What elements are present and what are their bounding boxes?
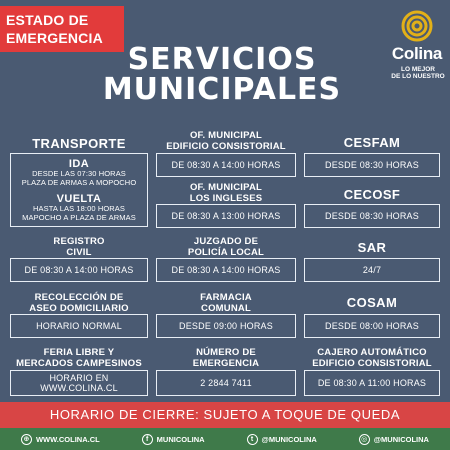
emergencia-phone: 2 2844 7411: [156, 370, 296, 396]
emergency-badge-line1: ESTADO DE: [6, 12, 89, 28]
cecosf-hours: DESDE 08:30 HORAS: [304, 204, 440, 228]
of-ingleses-title-2: LOS INGLESES: [189, 193, 263, 204]
ida-label: IDA: [68, 158, 90, 170]
vuelta-line2: MAPOCHO A PLAZA DE ARMAS: [22, 212, 136, 222]
footer-website[interactable]: [21, 434, 100, 445]
closing-notice: HORARIO DE CIERRE: SUJETO A TOQUE DE QUEDA: [0, 402, 450, 428]
of-consistorial-title-2: EDIFICIO CONSISTORIAL: [166, 141, 286, 152]
juzgado-title-1: JUZGADO DE: [193, 236, 259, 247]
farmacia-hours: DESDE 09:00 HORAS: [156, 314, 296, 338]
vuelta-line1: HASTA LAS 18:00 HORAS: [32, 204, 125, 213]
footer-instagram[interactable]: [359, 434, 429, 445]
of-ingleses-hours: DE 08:30 A 13:00 HORAS: [156, 204, 296, 228]
registro-title-2: CIVIL: [66, 247, 92, 258]
footer-instagram-text: @MUNICOLINA: [373, 434, 429, 444]
globe-icon: ⊕: [21, 434, 32, 445]
recoleccion-title-2: ASEO DOMICILIARIO: [29, 303, 129, 314]
juzgado-hours: DE 08:30 A 14:00 HORAS: [156, 258, 296, 282]
spiral-icon: [400, 10, 434, 42]
footer-facebook-text: MUNICOLINA: [156, 434, 205, 444]
cajero-hours: DE 08:30 A 11:00 HORAS: [304, 370, 440, 396]
recoleccion-title-1: RECOLECCIÓN DE: [34, 292, 124, 303]
recoleccion-title: [10, 292, 148, 314]
cosam-hours: DESDE 08:00 HORAS: [304, 314, 440, 338]
feria-box: [10, 370, 148, 396]
footer-social-bar: [0, 428, 450, 450]
cesfam-hours: DESDE 08:30 HORAS: [304, 153, 440, 177]
logo-tagline-2: DE LO NUESTRO: [391, 73, 445, 80]
logo-tagline: [388, 66, 448, 80]
ida-line1: DESDE LAS 07:30 HORAS: [32, 169, 126, 178]
ida-line2: PLAZA DE ARMAS A MOPOCHO: [21, 177, 137, 187]
feria-line2: WWW.COLINA.CL: [40, 383, 118, 393]
logo-word: Colina: [391, 44, 443, 63]
registro-hours: DE 08:30 A 14:00 HORAS: [10, 258, 148, 282]
registro-title-1: REGISTRO: [53, 236, 105, 247]
sar-title: SAR: [357, 240, 387, 255]
page-title-line1: SERVICIOS: [127, 42, 317, 77]
sar-hours: 24/7: [304, 258, 440, 282]
facebook-icon: f: [142, 434, 153, 445]
transporte-box: [10, 153, 148, 227]
cecosf-title: CECOSF: [343, 187, 401, 202]
recoleccion-hours: HORARIO NORMAL: [10, 314, 148, 338]
vuelta-label: VUELTA: [56, 193, 102, 205]
registro-title: [10, 236, 148, 258]
footer-website-text: WWW.COLINA.CL: [35, 434, 100, 444]
emergencia-title-1: NÚMERO DE: [196, 347, 256, 358]
emergencia-title-2: EMERGENCIA: [192, 358, 260, 369]
cajero-title-1: CAJERO AUTOMÁTICO: [317, 347, 427, 358]
instagram-icon: ◎: [359, 434, 370, 445]
cajero-title-2: EDIFICIO CONSISTORIAL: [312, 358, 432, 369]
of-ingleses-title-1: OF. MUNICIPAL: [189, 182, 263, 193]
feria-line1: HORARIO EN: [49, 373, 109, 383]
footer-facebook[interactable]: [142, 434, 205, 445]
footer-twitter-text: @MUNICOLINA: [261, 434, 317, 444]
emergency-badge-line2: EMERGENCIA: [6, 30, 103, 46]
footer-twitter[interactable]: [247, 434, 317, 445]
feria-title-1: FERIA LIBRE Y: [43, 347, 115, 358]
farmacia-title: [156, 292, 296, 314]
feria-title-2: MERCADOS CAMPESINOS: [16, 358, 142, 369]
feria-title: [10, 347, 148, 369]
emergencia-title: [156, 347, 296, 369]
juzgado-title: [156, 236, 296, 258]
cosam-title: COSAM: [346, 295, 398, 310]
page-title-line2: MUNICIPALES: [102, 72, 342, 107]
of-consistorial-title-1: OF. MUNICIPAL: [189, 130, 263, 141]
cajero-title: [304, 347, 440, 369]
transporte-title: TRANSPORTE: [32, 136, 126, 151]
of-consistorial-title: [156, 130, 296, 152]
farmacia-title-1: FARMACIA: [200, 292, 252, 303]
cesfam-title: CESFAM: [343, 135, 401, 150]
of-ingleses-title: [156, 182, 296, 204]
of-consistorial-hours: DE 08:30 A 14:00 HORAS: [156, 153, 296, 177]
farmacia-title-2: COMUNAL: [201, 303, 251, 314]
logo-tagline-1: LO MEJOR: [401, 66, 435, 73]
juzgado-title-2: POLICÍA LOCAL: [187, 247, 265, 258]
twitter-icon: t: [247, 434, 258, 445]
